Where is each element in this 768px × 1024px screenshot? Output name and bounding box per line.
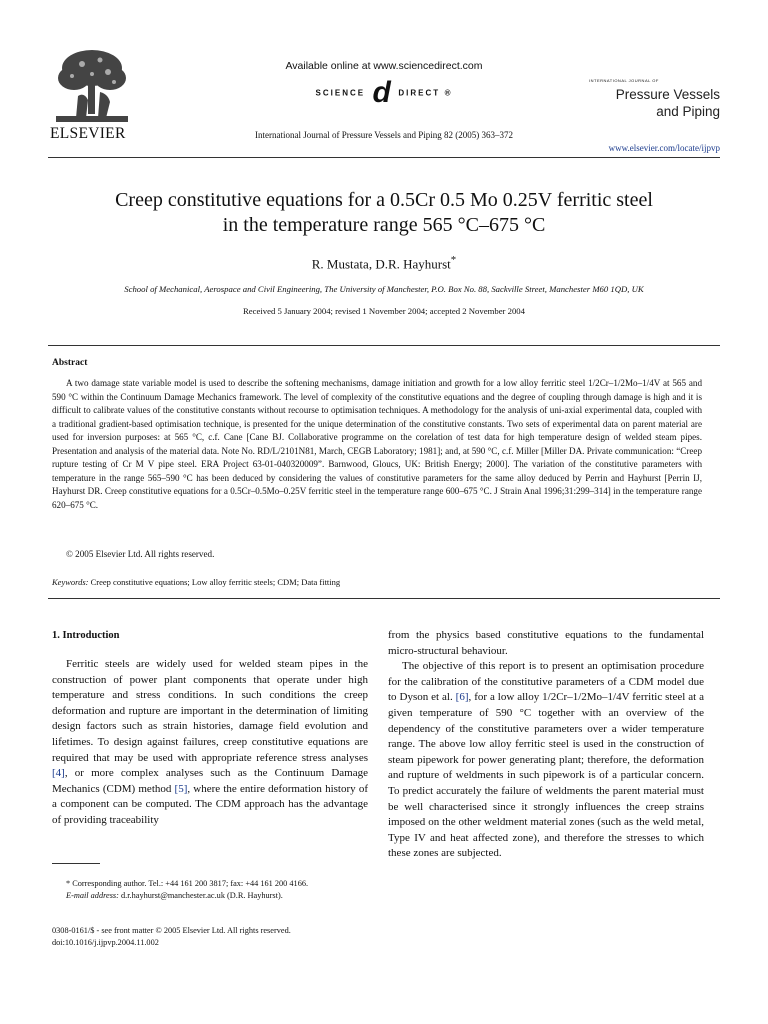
footnote-divider bbox=[52, 863, 100, 864]
journal-url-link[interactable]: www.elsevier.com/locate/ijpvp bbox=[608, 143, 720, 153]
doi-link[interactable]: doi:10.1016/j.ijpvp.2004.11.002 bbox=[52, 937, 159, 947]
abstract-bottom-divider bbox=[48, 598, 720, 599]
keywords-list: Creep constitutive equations; Low alloy ferritic steels; CDM; Data fitting bbox=[90, 577, 341, 587]
article-dates: Received 5 January 2004; revised 1 November 2004; accepted 2 November 2004 bbox=[242, 306, 525, 316]
title-line2: in the temperature range 565 °C–675 °C bbox=[222, 214, 546, 236]
sd-logo-mark: ® bbox=[444, 88, 453, 98]
publisher-name: ELSEVIER bbox=[50, 125, 126, 142]
journal-title-line1: Pressure Vessels bbox=[615, 87, 720, 102]
intro-p2-text-b: , for a low alloy 1/2Cr–1/2Mo–1/4V ferritic steel at a given temperature of 590 °C together with an overview of the dependency of the constitutive parameters over a wider temperature range. The above low alloy ferritic steel is used in the construction of steam pipework for power generating plant; therefore, the deformation and rupture of weldments in such pipework is of a particular concern. To predict accurately the failure of weldments the parent material must be well characterised since it strongly influences the creep strains imposed on the other weldment material zones (such as the weld metal, Type IV and heat affected zone), and therefore the stresses to which these zones are subjected. bbox=[388, 691, 704, 860]
keywords-label: Keywords: bbox=[52, 577, 89, 587]
journal-small-label: INTERNATIONAL JOURNAL OF bbox=[589, 78, 659, 83]
email-line bbox=[52, 890, 368, 902]
keywords bbox=[52, 577, 340, 587]
intro-p1-text-b: , or more complex analyses such as the Continuum Damage Mechanics (CDM) method bbox=[52, 767, 368, 795]
journal-reference: International Journal of Pressure Vessels and Piping 82 (2005) 363–372 bbox=[254, 130, 514, 140]
email-label: E-mail address: bbox=[66, 890, 119, 900]
right-column bbox=[388, 628, 704, 862]
citation-link-4[interactable]: [4] bbox=[52, 767, 65, 780]
left-column bbox=[52, 657, 368, 829]
intro-p2-text-a: The objective of this report is to present an optimisation procedure for the calibration of the constitutive parameters of a CDM model due to Dyson et al. bbox=[388, 660, 704, 704]
section-heading-introduction: 1. Introduction bbox=[52, 630, 120, 641]
sd-logo-left: SCIENCE bbox=[315, 88, 366, 98]
front-matter-line: 0308-0161/$ - see front matter © 2005 Elsevier Ltd. All rights reserved. bbox=[52, 926, 291, 935]
article-title bbox=[0, 188, 768, 238]
copyright-line: © 2005 Elsevier Ltd. All rights reserved. bbox=[66, 549, 215, 559]
abstract-body: A two damage state variable model is used to describe the softening mechanisms, damage initiation and growth for a low alloy ferritic steel 1/2Cr–1/2Mo–1/4V at 565 and 590 °C within the Continuum Damage Mechanics framework. The level of complexity of the constitutive equations and the degree of coupling through damage is high and it is difficult to calibrate values of the constitutive constants without recourse to optimisation techniques. A methodology for the analysis of uni-axial experimental data, coupled with a traditional gradient-based optimisation technique, is presented for the unique determination of the constitutive constants. Two sets of experimental data on parent material are used for inversion purposes: at 565 °C, c.f. Cane [Cane BJ. Collaborative programme on the corelation of test data for high temperature design of welded steam pipes. Presentation and analysis of the material data. Note No. RD/L/2101N81, March, CEGB Laboratory; 1981]; and, at 590 °C, c.f. Miller [Miller DA. Private communication: “Creep rupture testing of Cr M V pipe steel. ERA Project 63-01-040320009”. Barnwood, Gloucs, UK: British Energy; 2000]. The variation of the constitutive parameters with temperature in the range 565–590 °C has been deduced by considering the values of constitutive parameters for the same alloy deduced by Perrin and Hayhurst [Perrin IJ, Hayhurst DR. Creep constitutive equations for a 0.5Cr–0.5Mo–0.25V ferritic steel in the temperature range 600–675 °C. J Strain Anal 1996;31:299–314] in the temperature range 620–675 °C. bbox=[52, 378, 702, 510]
abstract-heading: Abstract bbox=[52, 358, 88, 368]
intro-paragraph-1-continued: from the physics based constitutive equations to the fundamental micro-structural behaviour. bbox=[388, 629, 704, 657]
email-link[interactable]: d.r.hayhurst@manchester.ac.uk (D.R. Hayhurst). bbox=[121, 890, 283, 900]
intro-paragraph-1 bbox=[52, 657, 368, 829]
intro-paragraph-2 bbox=[388, 659, 704, 862]
author-names: R. Mustata, D.R. Hayhurst bbox=[311, 256, 451, 272]
abstract-top-divider bbox=[48, 345, 720, 346]
citation-link-6[interactable]: [6] bbox=[455, 691, 469, 704]
affiliation: School of Mechanical, Aerospace and Civil Engineering, The University of Manchester, P.O. Box No. 88, Sackville Street, Manchester M60 1QD, UK bbox=[124, 284, 644, 294]
intro-p1-text-a: Ferritic steels are widely used for welded steam pipes in the construction of power plant components that operate under high temperature and stress conditions. In such conditions the creep deformation and rupture are important in the determination of limiting design factors such as strain histories, damage field evolution and lifetimes. To design against failures, creep constitutive equations are required that may be used with appropriate reference stress analyses bbox=[52, 658, 368, 764]
journal-title-line2: and Piping bbox=[656, 104, 720, 119]
sd-logo-at: d bbox=[372, 76, 391, 109]
authors bbox=[0, 254, 768, 272]
front-matter bbox=[52, 925, 368, 948]
available-online-text: Available online at www.sciencedirect.com bbox=[285, 60, 483, 72]
footnote bbox=[52, 878, 368, 901]
citation-link-5[interactable]: [5] bbox=[174, 782, 188, 795]
title-line1: Creep constitutive equations for a 0.5Cr 0.5 Mo 0.25V ferritic steel bbox=[115, 189, 653, 211]
corresponding-author-mark[interactable]: * bbox=[450, 254, 457, 266]
sd-logo-right: DIRECT bbox=[398, 88, 441, 98]
journal-title bbox=[580, 86, 720, 120]
corresponding-author-note: * Corresponding author. Tel.: +44 161 200 3817; fax: +44 161 200 4166. bbox=[66, 879, 309, 888]
header-divider bbox=[48, 157, 720, 158]
intro-p1-text-c: , where the entire deformation history of a component can be computed. The CDM approach has the advantage of providing traceability bbox=[52, 782, 368, 826]
